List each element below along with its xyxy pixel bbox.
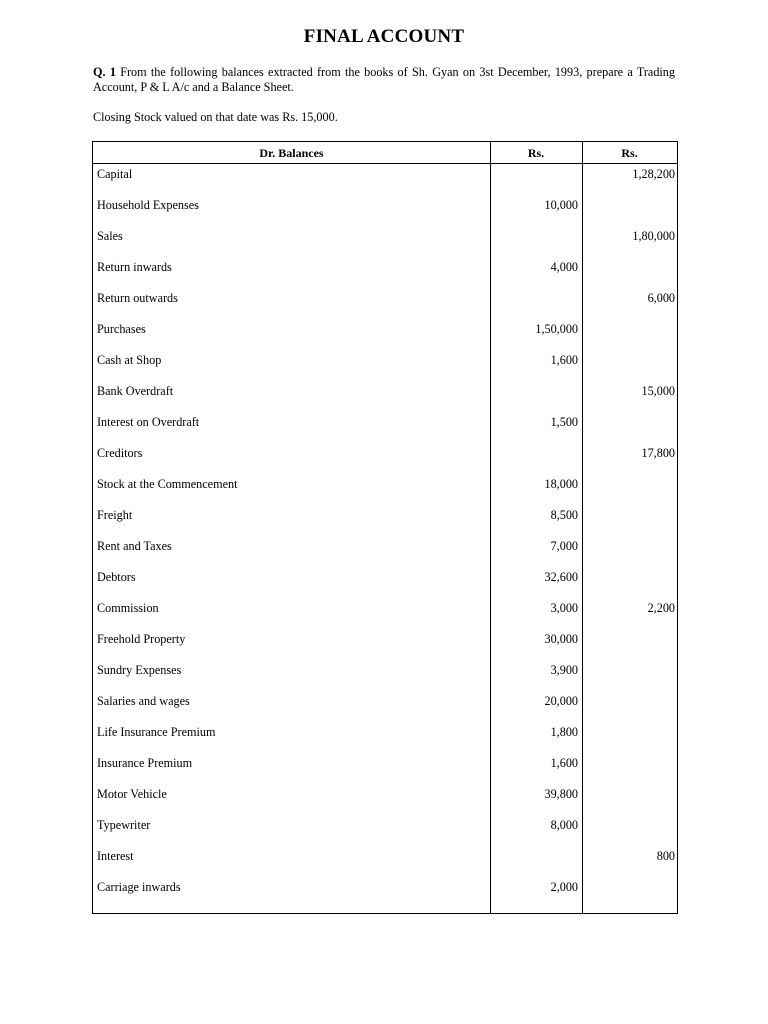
row-label: Insurance Premium (97, 756, 193, 770)
table-row (93, 691, 677, 722)
row-debit-amount: 3,900 (550, 663, 578, 677)
table-row (93, 195, 677, 226)
row-label: Interest on Overdraft (97, 415, 200, 429)
row-debit-amount: 1,600 (550, 756, 578, 770)
row-label: Return inwards (97, 260, 172, 274)
row-debit-amount: 8,000 (550, 818, 578, 832)
row-debit-amount: 3,000 (550, 601, 578, 615)
row-label: Freehold Property (97, 632, 186, 646)
table-row (93, 629, 677, 660)
table-row (93, 815, 677, 846)
row-debit-amount: 1,500 (550, 415, 578, 429)
row-label: Sales (97, 229, 123, 243)
row-debit-amount: 7,000 (550, 539, 578, 553)
row-label: Motor Vehicle (97, 787, 167, 801)
closing-stock-note: Closing Stock valued on that date was Rs. 15,000. (93, 110, 338, 124)
table-row (93, 443, 677, 474)
table-row (93, 784, 677, 815)
row-credit-amount: 15,000 (641, 384, 675, 398)
row-label: Freight (97, 508, 133, 522)
row-label: Debtors (97, 570, 136, 584)
question-number: Q. 1 (93, 65, 116, 79)
table-row (93, 846, 677, 877)
table-row (93, 257, 677, 288)
row-debit-amount: 8,500 (550, 508, 578, 522)
table-row (93, 288, 677, 319)
row-label: Purchases (97, 322, 146, 336)
row-credit-amount: 6,000 (647, 291, 675, 305)
table-row (93, 350, 677, 381)
row-label: Stock at the Commencement (97, 477, 238, 491)
row-credit-amount: 800 (656, 849, 675, 863)
row-label: Life Insurance Premium (97, 725, 216, 739)
row-credit-amount: 2,200 (647, 601, 675, 615)
table-row (93, 381, 677, 412)
row-label: Rent and Taxes (97, 539, 172, 553)
table-row (93, 877, 677, 908)
table-row (93, 226, 677, 257)
row-debit-amount: 30,000 (544, 632, 578, 646)
table-row (93, 474, 677, 505)
row-label: Typewriter (97, 818, 151, 832)
row-label: Carriage inwards (97, 880, 181, 894)
row-label: Return outwards (97, 291, 178, 305)
header-rs-credit: Rs. (621, 146, 638, 160)
row-debit-amount: 20,000 (544, 694, 578, 708)
table-row (93, 753, 677, 784)
header-dr-balances: Dr. Balances (259, 146, 324, 160)
row-credit-amount: 1,80,000 (632, 229, 675, 243)
row-label: Commission (97, 601, 159, 615)
row-label: Creditors (97, 446, 143, 460)
page-title: FINAL ACCOUNT (303, 26, 465, 47)
table-row (93, 567, 677, 598)
row-debit-amount: 10,000 (544, 198, 578, 212)
row-debit-amount: 18,000 (544, 477, 578, 491)
row-debit-amount: 1,600 (550, 353, 578, 367)
header-rs-debit: Rs. (527, 146, 545, 160)
question-body: From the following balances extracted from the books of Sh. Gyan on 3st December, 1993, prepare a Trading Account, P & L A/c and a Balance Sheet. (93, 65, 675, 94)
row-label: Household Expenses (97, 198, 199, 212)
table-row (93, 598, 677, 629)
row-label: Salaries and wages (97, 694, 190, 708)
table-row (93, 164, 677, 195)
table-row (93, 412, 677, 443)
row-label: Sundry Expenses (97, 663, 182, 677)
row-label: Bank Overdraft (97, 384, 174, 398)
table-row (93, 660, 677, 691)
row-debit-amount: 4,000 (550, 260, 578, 274)
row-debit-amount: 1,800 (550, 725, 578, 739)
table-row (93, 536, 677, 567)
table-row (93, 722, 677, 753)
row-debit-amount: 1,50,000 (535, 322, 578, 336)
row-credit-amount: 17,800 (641, 446, 675, 460)
row-label: Cash at Shop (97, 353, 162, 367)
row-label: Interest (97, 849, 134, 863)
row-debit-amount: 39,800 (544, 787, 578, 801)
row-debit-amount: 2,000 (550, 880, 578, 894)
row-label: Capital (97, 167, 133, 181)
table-row (93, 319, 677, 350)
row-debit-amount: 32,600 (544, 570, 578, 584)
question-text (93, 65, 675, 95)
row-credit-amount: 1,28,200 (632, 167, 675, 181)
balances-table (92, 141, 678, 914)
table-body (93, 164, 677, 908)
table-row (93, 505, 677, 536)
